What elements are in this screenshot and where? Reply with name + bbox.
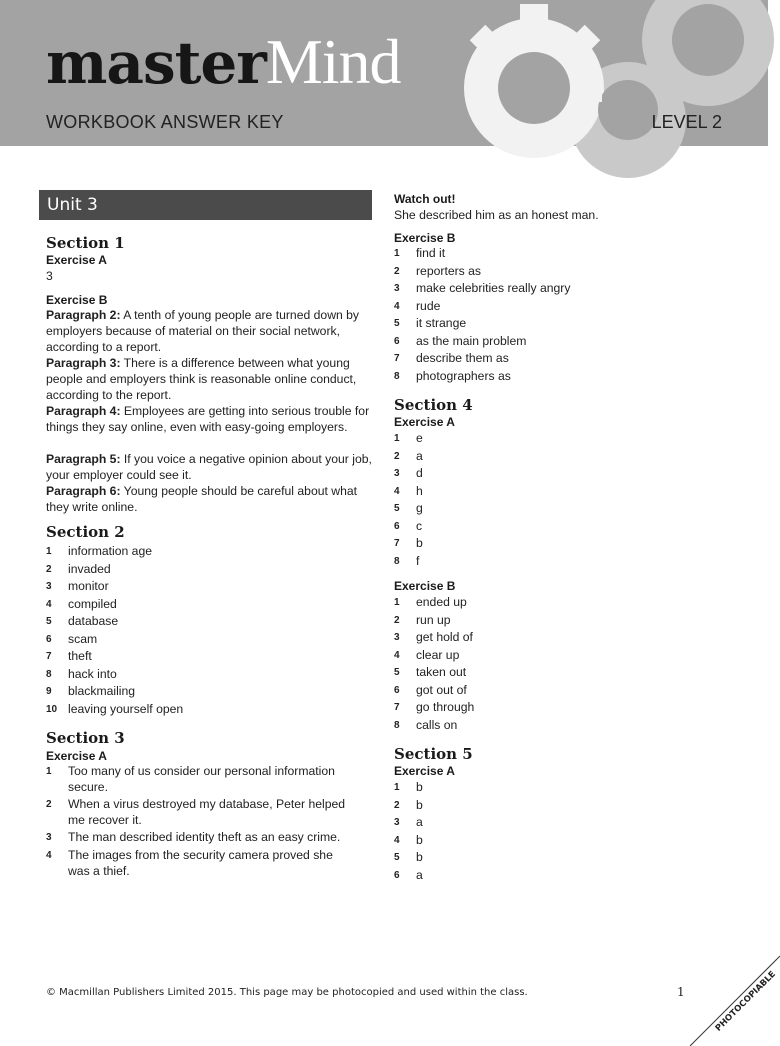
list-item: calls on xyxy=(416,717,458,732)
level-label: LEVEL 2 xyxy=(651,112,722,132)
list-item: c xyxy=(416,518,423,533)
list-item-number: 1 xyxy=(46,766,52,777)
section5-exercise-a-label: Exercise A xyxy=(394,764,455,778)
list-item: f xyxy=(416,553,420,568)
list-item: b xyxy=(416,536,423,550)
list-item: taken out xyxy=(416,665,467,679)
list-item-number: 1 xyxy=(394,597,400,608)
list-item: theft xyxy=(68,649,92,663)
list-item: b xyxy=(416,850,423,864)
list-item-number: 3 xyxy=(394,468,400,479)
section3-exercise-a-label: Exercise A xyxy=(46,749,107,763)
list-item-number: 4 xyxy=(394,834,400,846)
list-item: photographers as xyxy=(416,368,511,383)
list-item-number: 2 xyxy=(394,450,400,462)
section3-title: Section 3 xyxy=(46,729,125,747)
list-item-number: 2 xyxy=(46,563,52,575)
list-item: e xyxy=(416,431,423,445)
list-item-number: 5 xyxy=(46,616,52,627)
list-item-number: 4 xyxy=(394,485,400,497)
list-item-number: 2 xyxy=(394,799,400,811)
list-item: as the main problem xyxy=(416,333,527,348)
list-item: ended up xyxy=(416,595,467,609)
list-item-number: 2 xyxy=(394,614,400,626)
section5-title: Section 5 xyxy=(394,745,473,763)
list-item: scam xyxy=(68,631,98,646)
list-item-number: 1 xyxy=(394,782,400,793)
list-item-number: 6 xyxy=(394,335,400,347)
list-item-number: 8 xyxy=(394,719,400,731)
list-item: b xyxy=(416,832,423,847)
watch-out-text: She described him as an honest man. xyxy=(394,208,599,222)
list-item: h xyxy=(416,483,423,498)
list-item: go through xyxy=(416,700,475,714)
section4-title: Section 4 xyxy=(394,396,473,414)
list-item: it strange xyxy=(416,316,467,330)
list-item: compiled xyxy=(68,596,117,611)
list-item: describe them as xyxy=(416,351,509,365)
list-item-number: 4 xyxy=(394,649,400,661)
list-item: clear up xyxy=(416,647,460,662)
list-item-number: 4 xyxy=(46,598,52,610)
list-item-number: 1 xyxy=(46,546,52,557)
list-item: rude xyxy=(416,298,441,313)
list-item: reporters as xyxy=(416,263,482,278)
list-item: When a virus destroyed my database, Peter helped xyxy=(68,797,346,811)
list-item: a xyxy=(416,815,423,829)
list-item-number: 5 xyxy=(394,667,400,678)
list-item-continuation: secure. xyxy=(68,780,108,794)
list-item: a xyxy=(416,448,423,463)
list-item: monitor xyxy=(68,579,109,593)
copyright-notice: © Macmillan Publishers Limited 2015. This page may be photocopied and used within the class. xyxy=(46,987,528,998)
list-item-number: 6 xyxy=(394,520,400,532)
section4-exercise-b-label: Exercise B xyxy=(394,579,456,593)
list-item-number: 8 xyxy=(46,668,52,680)
section2-title: Section 2 xyxy=(46,523,125,541)
list-item: d xyxy=(416,466,423,480)
list-item: The man described identity theft as an easy crime. xyxy=(68,830,341,844)
list-item-continuation: was a thief. xyxy=(68,864,130,878)
unit-title: Unit 3 xyxy=(47,195,98,215)
list-item-number: 6 xyxy=(46,633,52,645)
paragraph-answer: Paragraph 3: There is a difference between what young people and employers think is reasonable online conduct, according to the report. xyxy=(46,356,357,402)
list-item-number: 10 xyxy=(46,703,58,715)
list-item-number: 4 xyxy=(394,300,400,312)
list-item-number: 3 xyxy=(394,817,400,828)
list-item: get hold of xyxy=(416,630,473,644)
photocopiable-label: PHOTOCOPIABLE xyxy=(713,969,778,1034)
watch-out-label: Watch out! xyxy=(394,192,456,206)
list-item-number: 7 xyxy=(46,651,52,662)
section4-exercise-a-label: Exercise A xyxy=(394,415,455,429)
list-item: invaded xyxy=(68,561,111,576)
list-item-number: 7 xyxy=(394,702,400,713)
list-item: leaving yourself open xyxy=(68,701,184,716)
list-item: b xyxy=(416,797,423,812)
unit-title-bar xyxy=(39,190,372,220)
list-item-number: 1 xyxy=(394,248,400,259)
paragraph-answer: Paragraph 2: A tenth of young people are turned down by employers because of material on their social network, according to a report. xyxy=(46,308,360,354)
list-item-number: 5 xyxy=(394,318,400,329)
list-item-number: 5 xyxy=(394,503,400,514)
list-item-number: 3 xyxy=(394,283,400,294)
section3-exercise-b-label: Exercise B xyxy=(394,231,456,245)
list-item-continuation: me recover it. xyxy=(68,813,142,827)
list-item-number: 6 xyxy=(394,684,400,696)
list-item: b xyxy=(416,780,423,794)
list-item: make celebrities really angry xyxy=(416,281,571,295)
paragraph-answer: Paragraph 6: Young people should be careful about what they write online. xyxy=(46,484,358,514)
section1-title: Section 1 xyxy=(46,234,125,252)
list-item: got out of xyxy=(416,682,467,697)
page-header xyxy=(0,0,768,146)
list-item-number: 8 xyxy=(394,370,400,382)
paragraph-answer: Paragraph 4: Employees are getting into serious trouble for things they say online, even with easy-going employers. xyxy=(46,404,370,434)
list-item-number: 2 xyxy=(394,265,400,277)
list-item-number: 7 xyxy=(394,353,400,364)
list-item: database xyxy=(68,614,119,628)
list-item-number: 2 xyxy=(46,799,52,810)
mastermind-logo: masterMind xyxy=(46,26,401,97)
page-number: 1 xyxy=(677,985,685,999)
list-item: find it xyxy=(416,246,446,260)
list-item: information age xyxy=(68,544,153,558)
list-item-number: 3 xyxy=(46,581,52,592)
list-item: run up xyxy=(416,612,451,627)
list-item-number: 3 xyxy=(46,832,52,843)
list-item-number: 5 xyxy=(394,852,400,863)
list-item-number: 4 xyxy=(46,850,52,861)
list-item: Too many of us consider our personal information xyxy=(68,764,335,778)
list-item-number: 9 xyxy=(46,686,52,697)
section1-exercise-b-label: Exercise B xyxy=(46,293,108,307)
list-item: g xyxy=(416,501,423,515)
workbook-answer-key-title: WORKBOOK ANSWER KEY xyxy=(46,112,284,132)
list-item-number: 7 xyxy=(394,538,400,549)
list-item: hack into xyxy=(68,666,117,681)
list-item-number: 6 xyxy=(394,869,400,881)
list-item-number: 8 xyxy=(394,555,400,567)
list-item: blackmailing xyxy=(68,684,136,698)
photocopiable-corner xyxy=(690,956,780,1046)
list-item: a xyxy=(416,867,423,882)
list-item: The images from the security camera proved she xyxy=(68,848,333,862)
section1-exercise-a-label: Exercise A xyxy=(46,253,107,267)
paragraph-answer: Paragraph 5: If you voice a negative opinion about your job, your employer could see it. xyxy=(46,452,372,482)
list-item-number: 1 xyxy=(394,433,400,444)
list-item-number: 3 xyxy=(394,632,400,643)
section1-exercise-a-answer: 3 xyxy=(46,269,53,283)
